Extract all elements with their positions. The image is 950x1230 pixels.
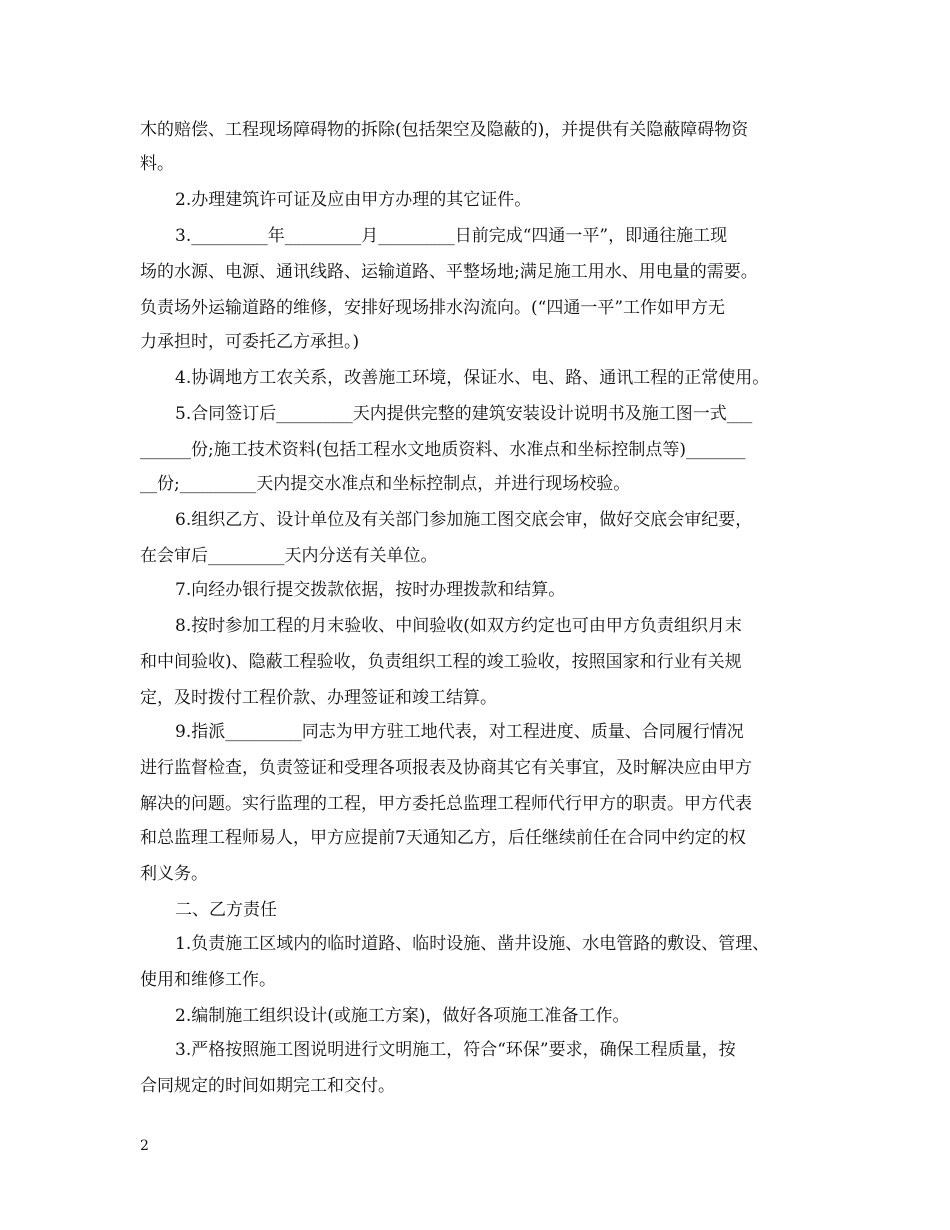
text-line: 利义务。 bbox=[140, 864, 208, 884]
text-line: 8.按时参加工程的月末验收、中间验收(如双方约定也可由甲方负责组织月末 bbox=[175, 616, 742, 636]
page-number: 2 bbox=[140, 1138, 149, 1154]
text-line: 和中间验收)、隐蔽工程验收，负责组织工程的竣工验收，按照国家和行业有关规 bbox=[140, 652, 742, 672]
text-line: 负责场外运输道路的维修，安排好现场排水沟流向。(“四通一平”工作如甲方无 bbox=[140, 298, 726, 318]
text-line: 3._________年_________月_________日前完成“四通一平”，即通往施工现 bbox=[175, 226, 728, 246]
text-line: 解决的问题。实行监理的工程，甲方委托总监理工程师代行甲方的职责。甲方代表 bbox=[140, 794, 752, 814]
text-line: 4.协调地方工农关系，改善施工环境，保证水、电、路、通讯工程的正常使用。 bbox=[175, 368, 770, 388]
text-line: 在会审后_________天内分送有关单位。 bbox=[140, 546, 438, 566]
text-line: 使用和维修工作。 bbox=[140, 970, 276, 990]
text-line: 5.合同签订后_________天内提供完整的建筑安装设计说明书及施工图一式___ bbox=[175, 404, 753, 424]
text-line: ______份;施工技术资料(包括工程水文地质资料、水准点和坐标控制点等)_______ bbox=[140, 440, 746, 460]
text-line: 定，及时拨付工程价款、办理签证和竣工结算。 bbox=[140, 688, 497, 708]
text-line: __份;_________天内提交水准点和坐标控制点，并进行现场校验。 bbox=[140, 474, 631, 494]
text-line: 3.严格按照施工图说明进行文明施工，符合“环保”要求，确保工程质量，按 bbox=[175, 1040, 736, 1060]
text-line: 2.编制施工组织设计(或施工方案)，做好各项施工准备工作。 bbox=[175, 1006, 630, 1026]
text-line: 场的水源、电源、通讯线路、运输道路、平整场地;满足施工用水、用电量的需要。 bbox=[140, 262, 758, 282]
text-line: 力承担时，可委托乙方承担。) bbox=[140, 332, 360, 352]
text-line: 进行监督检查，负责签证和受理各项报表及协商其它有关事宜，及时解决应由甲方 bbox=[140, 758, 752, 778]
text-line: 和总监理工程师易人，甲方应提前7天通知乙方，后任继续前任在合同中约定的权 bbox=[140, 828, 746, 848]
text-line: 2.办理建筑许可证及应由甲方办理的其它证件。 bbox=[175, 190, 532, 210]
text-line: 7.向经办银行提交拨款依据，按时办理拨款和结算。 bbox=[175, 580, 566, 600]
text-line: 6.组织乙方、设计单位及有关部门参加施工图交底会审，做好交底会审纪要， bbox=[175, 510, 753, 530]
text-line: 合同规定的时间如期完工和交付。 bbox=[140, 1076, 395, 1096]
text-line: 料。 bbox=[140, 154, 174, 174]
section-heading: 二、乙方责任 bbox=[175, 900, 277, 920]
text-line: 1.负责施工区域内的临时道路、临时设施、凿井设施、水电管路的敷设、管理、 bbox=[175, 934, 770, 954]
text-line: 9.指派_________同志为甲方驻工地代表，对工程进度、质量、合同履行情况 bbox=[175, 722, 744, 742]
text-line: 木的赔偿、工程现场障碍物的拆除(包括架空及隐蔽的)，并提供有关隐蔽障碍物资 bbox=[140, 120, 749, 140]
